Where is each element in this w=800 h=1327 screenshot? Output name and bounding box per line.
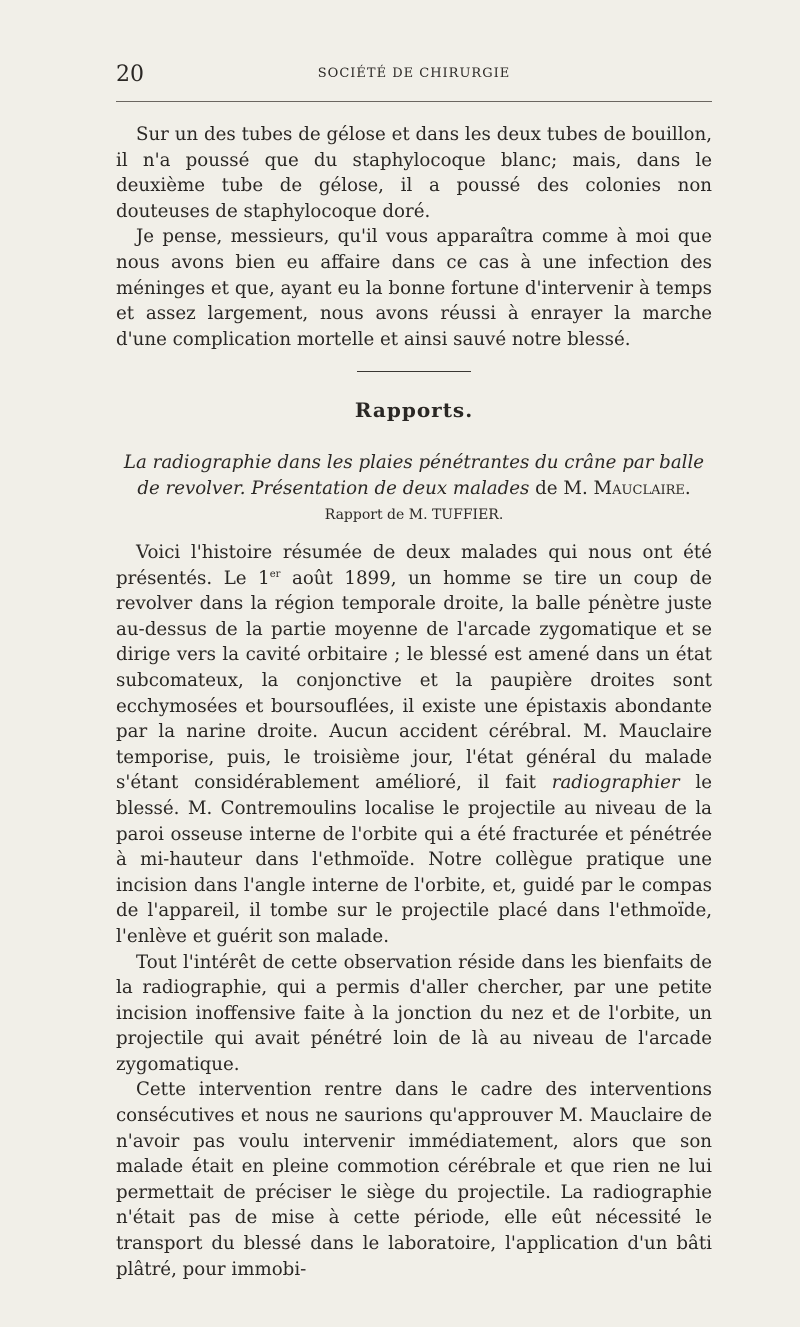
paragraph-text: Voici l'histoire résumée de deux malades qui nous ont été présentés. Le 1: [116, 542, 712, 589]
running-header: [116, 62, 712, 88]
page-number: 20: [116, 62, 144, 87]
paragraph: Cette intervention rentre dans le cadre des interventions consécutives et nous ne saurions qu'approuver M. Mauclaire de n'avoir pas voulu intervenir immédiatement, alors que son malade était en pleine commotion cérébrale et que rien ne lui permettait de préciser le siège du projectile. La radiographie n'était pas de mise à cette période, elle eût nécessité le transport du blessé dans le laboratoire, l'application d'un bâti plâtré, pour immobi-: [116, 1079, 712, 1280]
superscript: er: [269, 568, 281, 580]
subtitle-italic: La radiographie dans les plaies pénétrantes du crâne par balle de revolver. Présentation de deux malades: [123, 452, 705, 499]
paragraph-text: août 1899, un homme se tire un coup de revolver dans la région temporale droite, la balle pénètre juste au-dessus de la partie moyenne de l'arcade zygomatique et se dirige vers la cavité orbitaire ; le blessé est amené dans un état subcomateux, la conjonctive et la paupière droites sont ecchymosées et boursouflées, il existe une épistaxis abondante par la narine droite. Aucun accident cérébral. M. Mauclaire temporise, puis, le troisième jour, l'état général du malade s'étant considérablement amélioré, il fait: [116, 567, 712, 794]
paragraph-text: le blessé. M. Contremoulins localise le projectile au niveau de la paroi osseuse interne de l'orbite qui a été fracturée et pénétrée à mi-hauteur dans l'ethmoïde. Notre collègue pratique une incision dans l'angle interne de l'orbite, et, guidé par le compas de l'appareil, il tombe sur le projectile placé dans l'ethmoïde, l'enlève et guérit son malade.: [116, 772, 712, 947]
section-title: Rapports.: [354, 398, 474, 422]
rapport-byline: [116, 507, 712, 523]
paragraph: Sur un des tubes de gélose et dans les deux tubes de bouillon, il n'a poussé que du staphylocoque blanc; mais, dans le deuxième tube de gélose, il a poussé des colonies non douteuses de staphylocoque doré.: [116, 124, 712, 222]
paragraph: Tout l'intérêt de cette observation réside dans les bienfaits de la radiographie, qui a permis d'aller chercher, par une petite incision inoffensive faite à la jonction du nez et de l'orbite, un projectile qui avait pénétré loin de là au niveau de l'arcade zygomatique.: [116, 951, 712, 1075]
body-text: [116, 540, 712, 1282]
paragraph: [116, 540, 712, 950]
paragraph: Je pense, messieurs, qu'il vous apparaîtra comme à moi que nous avons bien eu affaire dans ce cas à une infection des méninges et que, ayant eu la bonne fortune d'intervenir à temps et assez largement, nous avons réussi à enrayer la marche d'une complication mortelle et ainsi sauvé notre blessé.: [116, 226, 712, 350]
rapport-author: TUFFIER.: [431, 507, 504, 523]
running-title: SOCIÉTÉ DE CHIRURGIE: [317, 66, 511, 81]
article-subtitle: [116, 450, 712, 501]
header-rule: [116, 101, 712, 102]
italic-term: radiographier: [551, 772, 680, 794]
rapport-prefix: Rapport de M.: [324, 507, 428, 523]
subtitle-de: de M.: [535, 477, 588, 499]
section-divider: [357, 371, 471, 372]
subtitle-author: Mauclaire.: [593, 477, 691, 499]
intro-text: [116, 122, 712, 352]
